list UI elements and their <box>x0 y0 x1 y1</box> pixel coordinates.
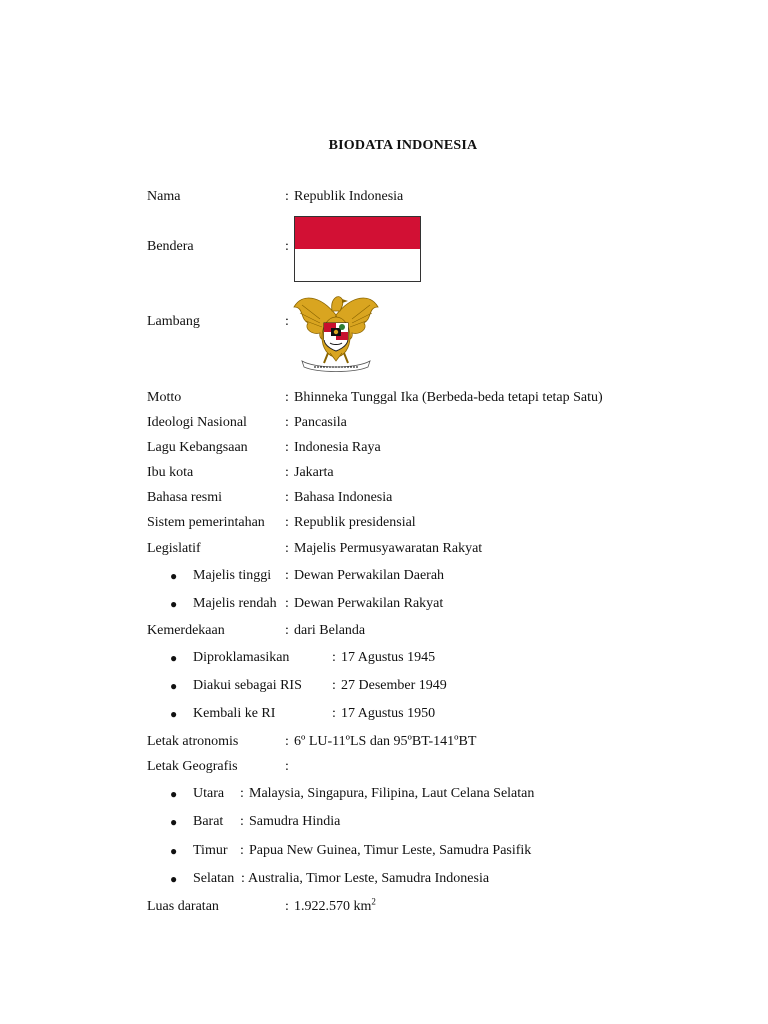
colon: : <box>285 490 289 505</box>
label-lambang: Lambang <box>147 314 200 329</box>
sub-label: Kembali ke RI <box>193 706 276 721</box>
sub-value: 27 Desember 1949 <box>341 678 447 693</box>
sub-label: Utara <box>193 786 225 801</box>
row-label: Sistem pemerintahan <box>147 515 265 530</box>
colon: : <box>285 515 289 530</box>
label-bendera: Bendera <box>147 239 194 254</box>
flag-red-stripe <box>295 217 420 249</box>
sub-label: Diproklamasikan <box>193 650 290 665</box>
bullet-icon: ● <box>170 569 178 583</box>
row-label: Bahasa resmi <box>147 490 223 505</box>
sub-value: Dewan Perwakilan Rakyat <box>294 596 444 611</box>
garuda-pancasila-emblem-icon <box>290 285 382 375</box>
row-label: Lagu Kebangsaan <box>147 440 248 455</box>
bullet-icon: ● <box>170 787 178 801</box>
row-value: Republik presidensial <box>294 515 416 530</box>
sub-label: Majelis tinggi <box>193 568 272 583</box>
bullet-icon: ● <box>170 679 178 693</box>
row-value: Majelis Permusyawaratan Rakyat <box>294 541 483 556</box>
sub-value: Papua New Guinea, Timur Leste, Samudra Pasifik <box>249 843 532 858</box>
colon: : <box>285 415 289 430</box>
flag-white-stripe <box>295 249 420 281</box>
colon: : <box>241 871 245 886</box>
row-value: Indonesia Raya <box>294 440 381 455</box>
row-value: dari Belanda <box>294 623 366 638</box>
bullet-icon: ● <box>170 844 178 858</box>
colon: : <box>285 314 289 329</box>
row-label: Letak Geografis <box>147 759 238 774</box>
sub-value: Samudra Hindia <box>249 814 341 829</box>
value-nama: Republik Indonesia <box>294 189 404 204</box>
row-value: Bhinneka Tunggal Ika (Berbeda-beda tetapi tetap Satu) <box>294 390 603 405</box>
colon: : <box>332 650 336 665</box>
colon: : <box>285 596 289 611</box>
colon: : <box>285 899 289 914</box>
bullet-icon: ● <box>170 815 178 829</box>
bullet-icon: ● <box>170 707 178 721</box>
bullet-icon: ● <box>170 872 178 886</box>
luas-number: 1.922.570 km <box>294 899 372 914</box>
row-value: Pancasila <box>294 415 347 430</box>
sub-value: Dewan Perwakilan Daerah <box>294 568 445 583</box>
row-label: Kemerdekaan <box>147 623 225 638</box>
colon: : <box>332 678 336 693</box>
colon: : <box>240 843 244 858</box>
colon: : <box>240 786 244 801</box>
sub-value: 17 Agustus 1950 <box>341 706 436 721</box>
row-value: Bahasa Indonesia <box>294 490 393 505</box>
row-value <box>294 897 376 917</box>
sub-label: Majelis rendah <box>193 596 277 611</box>
row-label: Motto <box>147 390 182 405</box>
bullet-icon: ● <box>170 651 178 665</box>
colon: : <box>285 189 289 204</box>
superscript-unit: 2 <box>371 896 376 907</box>
colon: : <box>285 759 289 774</box>
colon: : <box>285 568 289 583</box>
label-nama: Nama <box>147 189 181 204</box>
sub-value: Australia, Timor Leste, Samudra Indonesia <box>248 871 490 886</box>
colon: : <box>285 541 289 556</box>
colon: : <box>285 623 289 638</box>
colon: : <box>285 440 289 455</box>
row-label: Legislatif <box>147 541 201 556</box>
colon: : <box>332 706 336 721</box>
row-label: Ibu kota <box>147 465 194 480</box>
row-label: Ideologi Nasional <box>147 415 247 430</box>
colon: : <box>285 239 289 254</box>
row-value: Jakarta <box>294 465 334 480</box>
colon: : <box>240 814 244 829</box>
indonesia-flag <box>294 216 421 282</box>
sub-label: Barat <box>193 814 224 829</box>
colon: : <box>285 390 289 405</box>
row-value: 6º LU-11ºLS dan 95ºBT-141ºBT <box>294 734 477 749</box>
sub-label: Diakui sebagai RIS <box>193 678 302 693</box>
document-title: BIODATA INDONESIA <box>328 138 478 153</box>
bullet-icon: ● <box>170 597 178 611</box>
sub-value: Malaysia, Singapura, Filipina, Laut Celana Selatan <box>249 786 535 801</box>
row-label: Letak atronomis <box>147 734 239 749</box>
colon: : <box>285 465 289 480</box>
row-label: Luas daratan <box>147 899 219 914</box>
colon: : <box>285 734 289 749</box>
sub-label: Timur <box>193 843 228 858</box>
sub-label: Selatan <box>193 871 235 886</box>
sub-value: 17 Agustus 1945 <box>341 650 436 665</box>
